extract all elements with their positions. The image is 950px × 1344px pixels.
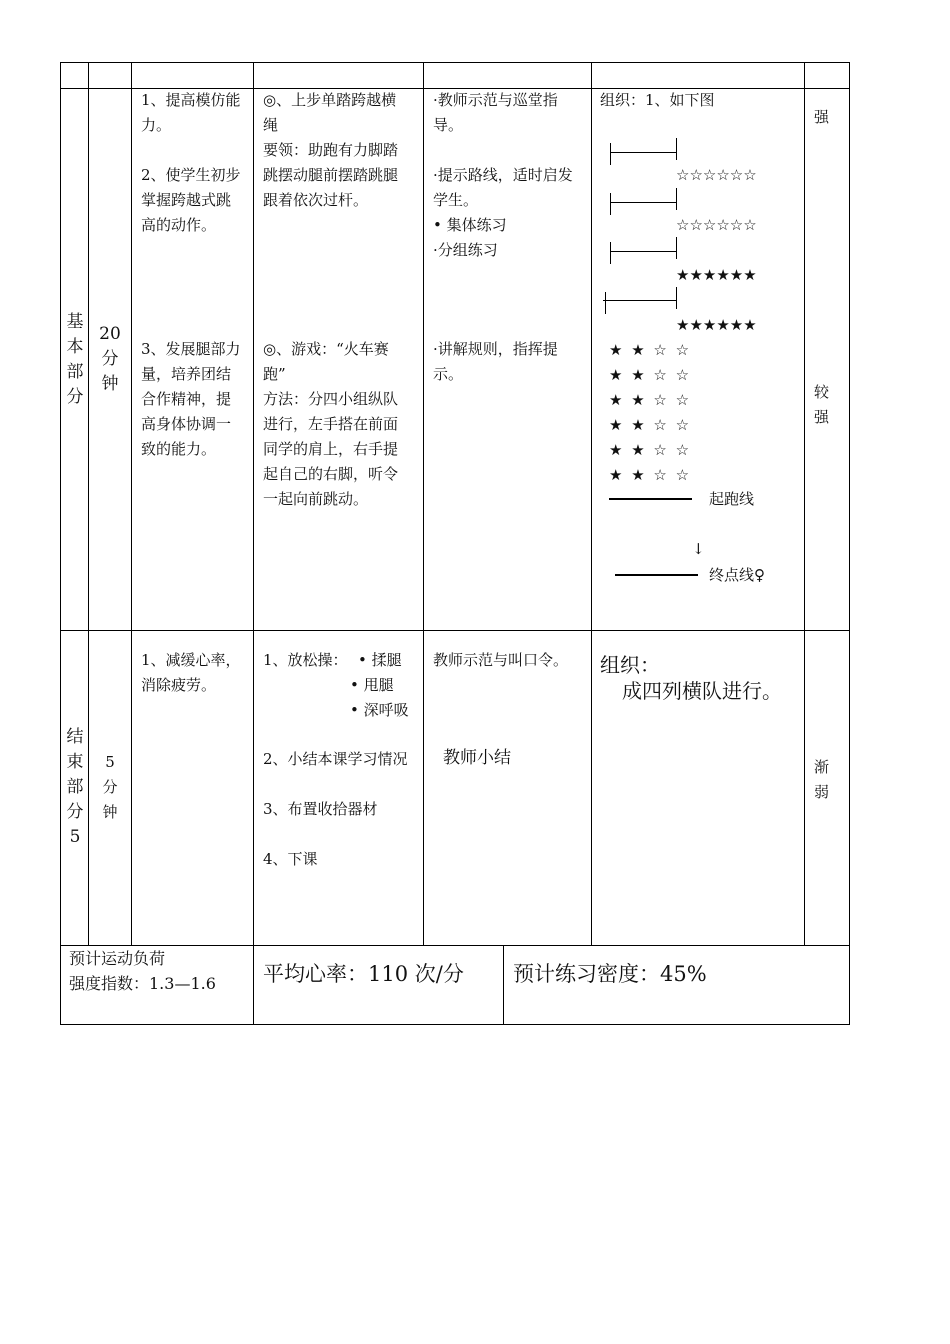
text-line: 1、提高模仿能: [141, 91, 241, 109]
text-line: 同学的肩上，右手提: [263, 440, 399, 458]
end-section-char: 束: [66, 752, 84, 772]
basic-teacher-2: [433, 163, 573, 213]
end-item-3: 3、布置收拾器材: [263, 800, 378, 818]
relax-item: • 深呼吸: [350, 701, 409, 719]
text-line: 方法：分四小组纵队: [263, 390, 399, 408]
basic-section-char: 基: [66, 312, 84, 332]
arrow-down-icon: ↓: [692, 540, 705, 558]
end-item-4: 4、下课: [263, 850, 318, 868]
end-org: [600, 652, 782, 704]
end-duration: [90, 750, 130, 825]
duration-value: 20: [99, 324, 121, 344]
duration-unit-2: 钟: [102, 803, 118, 821]
star-row: ★★★★★★: [676, 266, 757, 284]
text-line: 进行，左手搭在前面: [263, 415, 399, 433]
basic-teacher-3: [433, 213, 507, 263]
text-line: 学生。: [433, 191, 479, 209]
start-line-mark: [609, 498, 692, 500]
text-line: ◎、游戏：“火车赛: [263, 340, 389, 358]
end-section-char: 5: [69, 827, 81, 847]
text-line: 起自己的右脚，听令: [263, 465, 399, 483]
end-section-label: [64, 725, 86, 850]
basic-section-char: 本: [66, 337, 84, 357]
text-line: ·讲解规则，指挥提: [433, 340, 558, 358]
text-line: 要领：助跑有力脚踏: [263, 141, 399, 159]
intensity-text: 渐: [814, 758, 830, 776]
start-line-label: 起跑线: [709, 490, 755, 508]
text-line: 跑”: [263, 365, 286, 383]
text-line: 预计运动负荷: [69, 949, 166, 968]
finish-line-mark: [615, 574, 698, 576]
relax-item: • 甩腿: [350, 676, 394, 694]
text-line: 导。: [433, 116, 464, 134]
text-line: 高身体协调一: [141, 415, 232, 433]
end-item-2: 2、小结本课学习情况: [263, 750, 408, 768]
text-line: ·教师示范与巡堂指: [433, 91, 558, 109]
text-line: ·分组练习: [433, 241, 498, 259]
text-line: 致的能力。: [141, 440, 217, 458]
text-line: 3、发展腿部力: [141, 340, 241, 358]
heart-rate: 平均心率：110 次/分: [263, 962, 464, 986]
star-row: ★ ★ ☆ ☆: [609, 391, 692, 409]
text-line: ◎、上步单踏跨越横: [263, 91, 397, 109]
star-row: ★ ★ ☆ ☆: [609, 466, 692, 484]
org-title: 组织：1、如下图: [600, 91, 715, 109]
text-line: 强度指数：1.3—1.6: [69, 974, 216, 993]
text-line: 量，培养团结: [141, 365, 232, 383]
text-line: 消除疲劳。: [141, 676, 217, 694]
relax-item: • 揉腿: [358, 651, 402, 669]
text-line: 示。: [433, 365, 464, 383]
text-line: 掌握跨越式跳: [141, 191, 232, 209]
text-line: 一起向前跳动。: [263, 490, 369, 508]
basic-intensity-medium: [814, 380, 830, 430]
basic-goal-2: [141, 163, 241, 238]
text-line: 力。: [141, 116, 172, 134]
text-line: 2、使学生初步: [141, 166, 241, 184]
intensity-text: 较强: [814, 383, 830, 426]
duration-unit-1: 分: [102, 778, 118, 796]
train-formation: [609, 338, 691, 488]
star-row: ★★★★★★: [676, 316, 757, 334]
text-line: 跟着依次过杆。: [263, 191, 369, 209]
relax-label: 1、放松操：: [263, 651, 348, 669]
basic-teacher-1: [433, 88, 558, 138]
basic-section-char: 部: [66, 362, 84, 382]
text-line: 1、减缓心率，: [141, 651, 241, 669]
text-line: 合作精神，提: [141, 390, 232, 408]
duration-value: 5: [105, 753, 115, 771]
end-section-char: 分: [66, 802, 84, 822]
end-teacher-2: 教师小结: [443, 748, 511, 768]
org-text: 成四列横队进行。: [622, 679, 782, 703]
end-section-char: 结: [66, 727, 84, 747]
finish-line-label: 终点线♀: [709, 566, 765, 584]
text-line: 跳摆动腿前摆踏跳腿: [263, 166, 399, 184]
basic-content-1: [263, 88, 398, 213]
basic-duration: [90, 322, 130, 397]
basic-goal-3: [141, 337, 241, 462]
end-teacher-1: 教师示范与叫口令。: [433, 651, 569, 669]
basic-intensity-strong: 强: [814, 108, 830, 126]
end-goal: [141, 648, 241, 698]
intensity-text: 弱: [814, 783, 830, 801]
basic-section-char: 分: [66, 387, 84, 407]
basic-teacher-4: [433, 337, 558, 387]
star-row: ★ ★ ☆ ☆: [609, 366, 692, 384]
star-row: ★ ★ ☆ ☆: [609, 441, 692, 459]
text-line: ·提示路线，适时启发: [433, 166, 573, 184]
star-row: ★ ★ ☆ ☆: [609, 341, 692, 359]
practice-density: 预计练习密度：45%: [513, 962, 707, 986]
load-intensity: [69, 946, 216, 996]
text-line: 高的动作。: [141, 216, 217, 234]
star-row: ☆☆☆☆☆☆: [676, 216, 757, 234]
basic-goal-1: [141, 88, 241, 138]
duration-unit-2: 钟: [101, 374, 119, 394]
text-line: • 集体练习: [433, 216, 507, 234]
end-intensity: [814, 755, 829, 805]
star-row: ☆☆☆☆☆☆: [676, 166, 757, 184]
duration-unit-1: 分: [101, 349, 119, 369]
basic-section-label: [64, 310, 86, 410]
basic-content-2: [263, 337, 398, 512]
end-section-char: 部: [66, 777, 84, 797]
org-label: 组织：: [600, 653, 660, 677]
text-line: 绳: [263, 116, 279, 134]
star-row: ★ ★ ☆ ☆: [609, 416, 692, 434]
